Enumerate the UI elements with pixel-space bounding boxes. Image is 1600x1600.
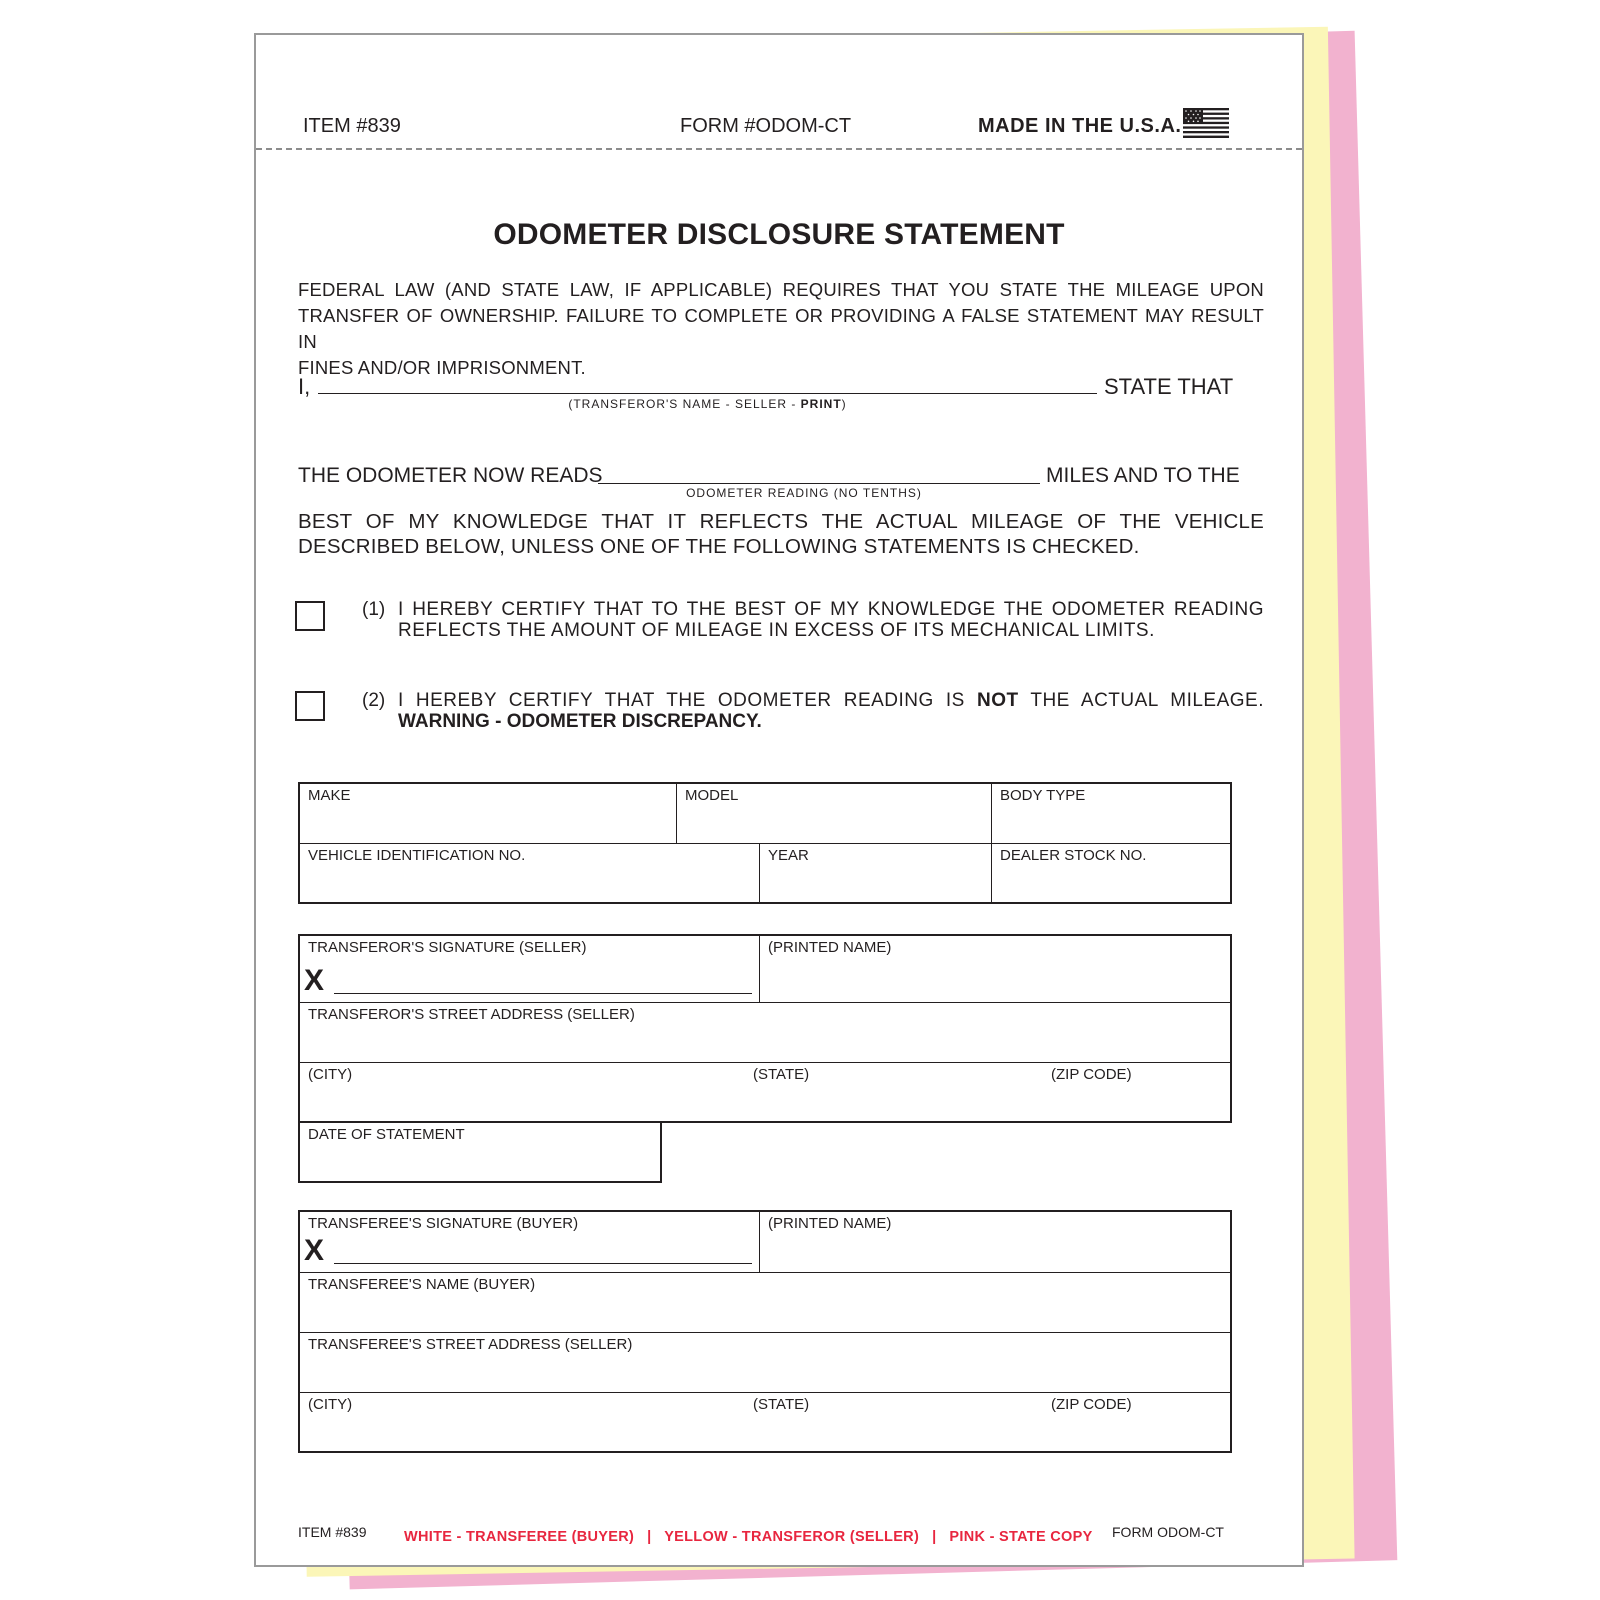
transferee-street-label: TRANSFEREE'S STREET ADDRESS (SELLER) bbox=[308, 1336, 633, 1353]
transferor-x-mark: X bbox=[304, 964, 325, 997]
transferor-signature-line[interactable] bbox=[334, 993, 752, 994]
copy-distribution-legend: WHITE - TRANSFEREE (BUYER) | YELLOW - TRANSFEROR (SELLER) | PINK - STATE COPY bbox=[404, 1529, 1093, 1545]
form-title: ODOMETER DISCLOSURE STATEMENT bbox=[493, 218, 1065, 251]
transferor-printed-name-field[interactable] bbox=[759, 936, 1230, 1002]
transferee-x-mark: X bbox=[304, 1234, 325, 1267]
knowledge-line-2: DESCRIBED BELOW, UNLESS ONE OF THE FOLLOWING STATEMENTS IS CHECKED. bbox=[298, 535, 1140, 558]
knowledge-paragraph bbox=[298, 509, 1264, 559]
model-field[interactable] bbox=[676, 784, 991, 843]
make-field[interactable] bbox=[300, 784, 676, 843]
certification-2-number: (2) bbox=[362, 690, 386, 711]
intro-line-1: FEDERAL LAW (AND STATE LAW, IF APPLICABLE) REQUIRES THAT YOU STATE THE MILEAGE UPON bbox=[298, 279, 1264, 300]
certification-2-text bbox=[398, 690, 1264, 711]
transferee-printed-name-label: (PRINTED NAME) bbox=[768, 1215, 892, 1232]
year-label: YEAR bbox=[768, 847, 809, 864]
certification-1-text: I HEREBY CERTIFY THAT TO THE BEST OF MY KNOWLEDGE THE ODOMETER READING REFLECTS THE AMOUNT OF MILEAGE IN EXCESS OF ITS MECHANICAL LIMITS. bbox=[398, 599, 1264, 641]
transferee-city-label: (CITY) bbox=[308, 1396, 353, 1413]
dealer-stock-field[interactable] bbox=[991, 843, 1230, 902]
transferee-name-label: TRANSFEREE'S NAME (BUYER) bbox=[308, 1276, 536, 1293]
date-of-statement-cell bbox=[300, 1123, 660, 1181]
transferor-name-line[interactable] bbox=[318, 393, 1097, 394]
transferor-city-state-zip-field[interactable] bbox=[300, 1062, 1230, 1121]
certification-2-checkbox[interactable] bbox=[295, 691, 325, 721]
odometer-discrepancy-warning: WARNING - ODOMETER DISCREPANCY. bbox=[398, 711, 762, 732]
knowledge-line-1: BEST OF MY KNOWLEDGE THAT IT REFLECTS THE ACTUAL MILEAGE OF THE VEHICLE bbox=[298, 510, 1264, 533]
transferee-name-field[interactable] bbox=[300, 1272, 1230, 1332]
intro-line-2: TRANSFER OF OWNERSHIP. FAILURE TO COMPLETE OR PROVIDING A FALSE STATEMENT MAY RESULT IN bbox=[298, 305, 1264, 352]
transferee-state-label: (STATE) bbox=[753, 1396, 810, 1413]
date-of-statement-label: DATE OF STATEMENT bbox=[308, 1126, 465, 1143]
transferor-printed-name-label: (PRINTED NAME) bbox=[768, 939, 892, 956]
us-flag-icon bbox=[1183, 108, 1229, 138]
odometer-reading-line[interactable] bbox=[598, 483, 1040, 484]
body-type-field[interactable] bbox=[991, 784, 1230, 843]
vehicle-info-box bbox=[298, 782, 1232, 904]
transferor-signature-label: TRANSFEROR'S SIGNATURE (SELLER) bbox=[308, 939, 587, 956]
footer-form-number: FORM ODOM-CT bbox=[1112, 1524, 1224, 1540]
dealer-stock-label: DEALER STOCK NO. bbox=[1000, 847, 1147, 864]
transferor-city-label: (CITY) bbox=[308, 1066, 353, 1083]
perforation-line bbox=[256, 148, 1302, 150]
vin-field[interactable] bbox=[300, 843, 759, 902]
transferor-street-field[interactable] bbox=[300, 1002, 1230, 1062]
date-of-statement-field[interactable] bbox=[298, 1121, 662, 1183]
made-in-usa-label: MADE IN THE U.S.A. bbox=[978, 115, 1182, 137]
transferor-info-box bbox=[298, 934, 1232, 1123]
transferor-street-label: TRANSFEROR'S STREET ADDRESS (SELLER) bbox=[308, 1006, 635, 1023]
caption-prefix: (TRANSFEROR'S NAME - SELLER - bbox=[568, 397, 801, 411]
transferee-signature-label: TRANSFEREE'S SIGNATURE (BUYER) bbox=[308, 1215, 579, 1232]
odometer-caption: ODOMETER READING (NO TENTHS) bbox=[686, 486, 922, 500]
header-item-number: ITEM #839 bbox=[303, 115, 401, 137]
certification-1-number: (1) bbox=[362, 599, 386, 620]
make-label: MAKE bbox=[308, 787, 351, 804]
transferor-name-caption bbox=[318, 397, 1097, 411]
odometer-prefix: THE ODOMETER NOW READS bbox=[298, 464, 603, 487]
intro-paragraph bbox=[298, 277, 1264, 381]
transferor-zip-label: (ZIP CODE) bbox=[1051, 1066, 1132, 1083]
header-form-number: FORM #ODOM-CT bbox=[680, 115, 852, 137]
transferee-signature-line[interactable] bbox=[334, 1263, 752, 1264]
caption-suffix: ) bbox=[841, 397, 847, 411]
statement-i-prefix: I, bbox=[298, 374, 311, 399]
statement-state-that: STATE THAT bbox=[1104, 374, 1234, 399]
transferee-info-box bbox=[298, 1210, 1232, 1453]
model-label: MODEL bbox=[685, 787, 739, 804]
cert-2-text-after: THE ACTUAL MILEAGE. bbox=[1018, 690, 1265, 711]
footer-item-number: ITEM #839 bbox=[298, 1524, 367, 1540]
transferee-printed-name-field[interactable] bbox=[759, 1212, 1230, 1272]
vin-label: VEHICLE IDENTIFICATION NO. bbox=[308, 847, 526, 864]
odometer-suffix: MILES AND TO THE bbox=[1046, 464, 1240, 487]
transferee-zip-label: (ZIP CODE) bbox=[1051, 1396, 1132, 1413]
year-field[interactable] bbox=[759, 843, 991, 902]
transferor-state-label: (STATE) bbox=[753, 1066, 810, 1083]
transferee-city-state-zip-field[interactable] bbox=[300, 1392, 1230, 1451]
caption-print: PRINT bbox=[800, 397, 842, 411]
cert-2-text-before: I HEREBY CERTIFY THAT THE ODOMETER READING IS bbox=[398, 690, 977, 711]
body-type-label: BODY TYPE bbox=[1000, 787, 1086, 804]
white-copy-sheet bbox=[254, 33, 1304, 1567]
transferee-street-field[interactable] bbox=[300, 1332, 1230, 1392]
certification-1-checkbox[interactable] bbox=[295, 601, 325, 631]
cert-2-not: NOT bbox=[976, 690, 1019, 711]
intro-line-3: FINES AND/OR IMPRISONMENT. bbox=[298, 357, 586, 378]
